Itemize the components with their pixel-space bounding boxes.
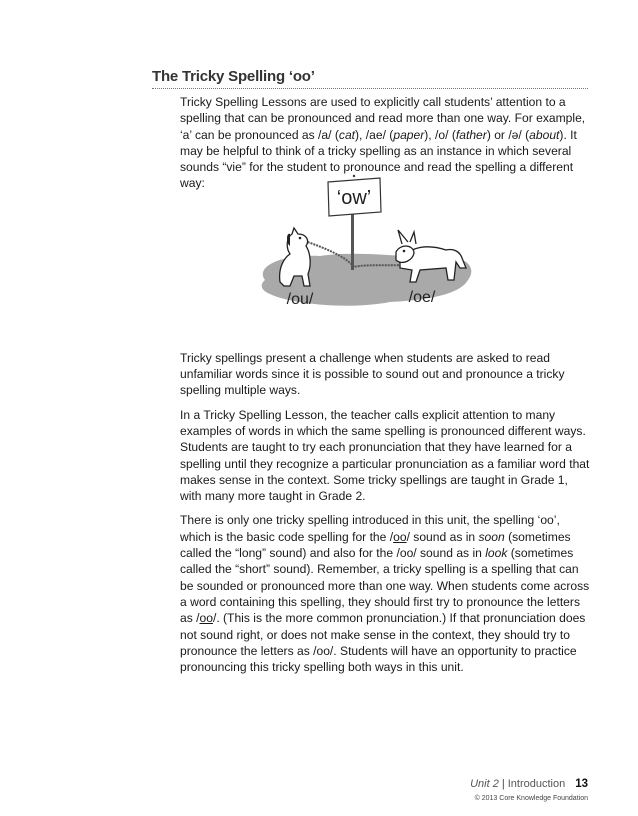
sign-text: ‘ow’ [336,187,372,209]
copyright: © 2013 Core Knowledge Foundation [474,795,588,802]
intro-paragraph: Tricky Spelling Lessons are used to explicitly call students’ attention to a spelling that can be pronounced and read more than one way. For example, ‘a’ can be pronounced as /a/ (cat), /ae/ (paper), /o/ (father) or /ə/ (about). It may be helpful to think of a tricky spelling as an instance in which several sounds “vie” for the student to pronounce and read the spelling a different way: [180,95,586,191]
page-number: 13 [575,778,588,790]
page-footer [470,778,588,790]
sign-nail [353,175,355,177]
section-heading: The Tricky Spelling ‘oo’ [152,68,588,89]
paragraph-3: In a Tricky Spelling Lesson, the teacher calls explicit attention to many examples of words in which the same spelling is pronounced different ways. Students are taught to try each pronunciation that they have learned for a spelling until they recognize a particular pronunciation as a familiar word that makes sense in the context. Some tricky spellings are taught in Grade 1, with many more taught in Grade 2. [180,407,590,504]
paragraph-4: There is only one tricky spelling introduced in this unit, the spelling ‘oo’, which is the basic code spelling for the /oo/ sound as in soon (sometimes called the “long” sound) and also for the /oo/ sound as in look (sometimes called the “short” sound). Remember, a tricky spelling is a spelling that can be sounded or pronounced more than one way. When students come across a word containing this spelling, they should first try to pronounce the letters as /oo/. (This is the more common pronunciation.) If that pronunciation does not sound right, or does not make sense in the context, they should try to pronounce the letters as /oo/. Students will have an opportunity to practice pronouncing this tricky spelling both ways in this unit. [180,513,590,675]
tricky-spelling-illustration [250,172,480,322]
sign-post [351,208,354,270]
right-label: /oe/ [408,289,436,306]
left-label: /ou/ [286,291,314,308]
footer-separator: | [501,778,505,790]
footer-unit: Unit 2 [470,778,499,790]
paragraph-2: Tricky spellings present a challenge when students are asked to read unfamiliar words since it is possible to sound out and pronounce a tricky spelling multiple ways. [180,350,565,398]
footer-section: Introduction [507,778,566,790]
